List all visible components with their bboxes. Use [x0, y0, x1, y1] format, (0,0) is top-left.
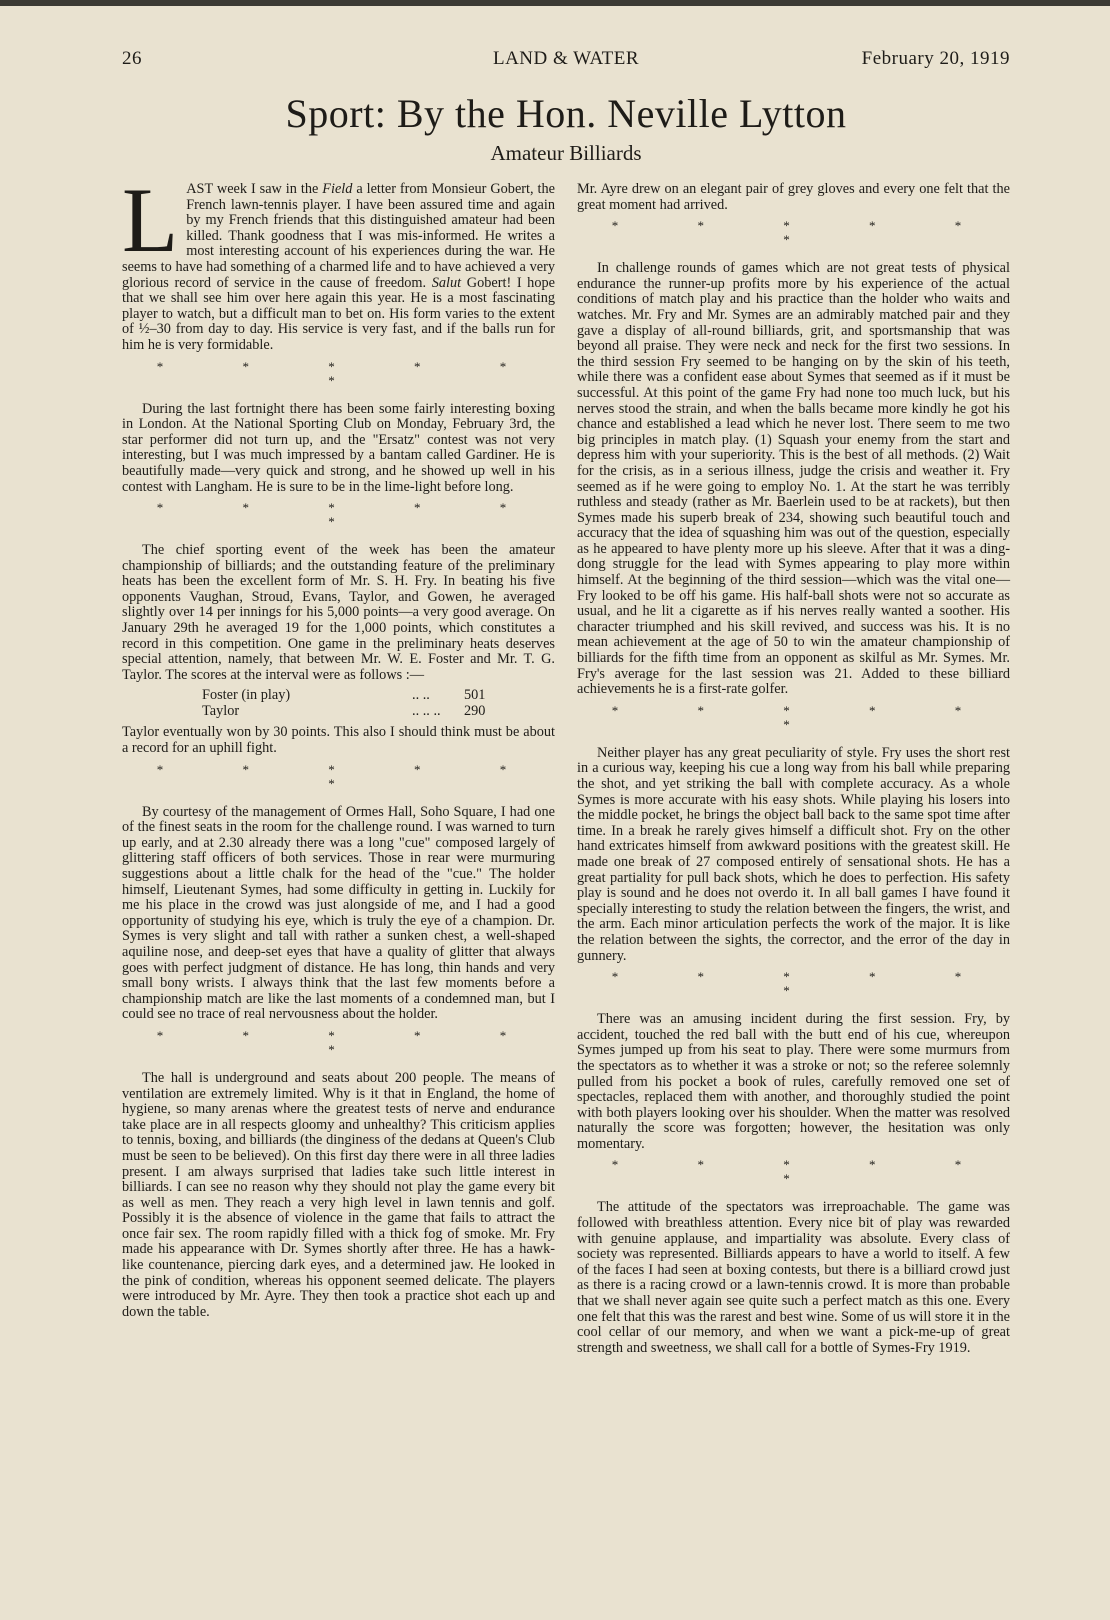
paragraph-9: Neither player has any great peculiarity of style. Fry uses the short rest in a curious way, keeping his cue a long way from his ball while preparing the shot, and yet striking the ball with complete accuracy. As a whole Symes is more accurate with his easy shots. While playing his losers into the middle pocket, he brings the object ball back to the same spot time after time. In a break he rarely gives himself a difficult shot. Fry on the other hand extricates himself from awkward positions with the greatest skill. He made one break of 27 composed entirely of sensational shots. He has a great partiality for pull back shots, which he does to perfection. His safety play is sound and he does not overdo it. In all ball games I have found it specially interesting to study the relation between the fingers, the wrist, and the arm. Each minor articulation perfects the work of the major. It is like the relation between the sights, the corrector, and the error of the day in gunnery.	[577, 744, 1010, 964]
player-name: Foster (in play)	[202, 687, 291, 704]
paragraph-6: The hall is underground and seats about 200 people. The means of ventilation are extremely limited. Why is it that in England, the home of hygiene, so many arenas where the greatest tests of nerve and endurance take place are in all respects gloomy and unhealthy? This criticism applies to tennis, boxing, and billiards (the dinginess of the dedans at Queen's Club must be seen to be believed). On this first day there were in all three ladies present. I am always surprised that ladies take such little interest in billiards. I can see no reason why they should not play the game every bit as well as men. They reach a very high level in lawn tennis and golf. Possibly it is the absence of violence in the game that fails to attract the once fair sex. The room rapidly filled with a thick fog of smoke. Mr. Fry made his appearance with Dr. Symes shortly after three. He has a hawk-like countenance, piercing dark eyes, and a determined jaw. He looked in the pink of condition, whereas his opponent seemed delicate. The players were introduced by Mr. Ayre. They then took a practice shot each up and down the table.	[122, 1069, 555, 1320]
section-divider: * * * * * *	[611, 1157, 1000, 1187]
italic-run: Salut	[431, 274, 462, 291]
paragraph-7: Mr. Ayre drew on an elegant pair of grey gloves and every one felt that the great moment had arrived.	[577, 181, 1010, 213]
paragraph-2: During the last fortnight there has been some fairly interesting boxing in London. At the National Sporting Club on Monday, February 3rd, the star performer did not turn up, and the "Ersatz" contest was not very interesting, but I was much impressed by a bantam called Gardiner. He is beautifully made—very quick and strong, and he showed up well in his contest with Langham. He is sure to be in the lime-light before long.	[122, 400, 555, 495]
section-divider: * * * * * *	[611, 702, 1000, 732]
article-title: Sport: By the Hon. Neville Lytton	[285, 91, 847, 136]
section-divider: * * * * * *	[156, 761, 545, 791]
paragraph-8: In challenge rounds of games which are not great tests of physical endurance the runner-up profits more by his experience of the actual conditions of match play and his practice than the holder who waits and watches. Mr. Fry and Mr. Symes are an admirably matched pair and they gave a display of all-round billiards, grit, and sportsmanship that was beyond all praise. They were neck and neck for the first two sessions. In the third session Fry seemed to be hanging on by the skin of his teeth, while there was a confident ease about Symes that seemed as if it must be successful. At this point of the game Fry had none too much luck, but his nerves stood the strain, and when the balls became more kindly he got his chance and established a lead which he never lost. There seem to me two big principles in match play. (1) Squash your enemy from the start and depress him with your superiority. This is the best of all methods. (2) Wait for the crisis, as in a serious illness, judge the crisis and weather it. Fry seemed as if he were going to employ No. 1. At the start he was terribly ruthless and steady (rather as Mr. Baerlein used to be at rackets), but then Symes made his superb break of 234, showing such beautiful touch and accuracy that the idea of squashing him was out of the question, especially as he appeared to have plenty more up his sleeve. After that it was a ding-dong struggle for the lead with Symes appearing to play more within himself. At the beginning of the third session—which was the vital one—Fry looked to be off his game. His half-ball shots were not so accurate as usual, and he lit a cigarette as if his nerves really wanted a soother. His character triumphed and his skill revived, and success was his. It is no mean achievement at the age of 50 to win the amateur championship of billiards for the fifth time from an opponent as skilful as Mr. Symes. Mr. Fry's average for the last session was 21. Added to these billiard achievements he is a first-rate golfer.	[577, 260, 1010, 698]
text-run: Gobert! I hope that we shall see him over here again this year. He is a most fascinating player to watch, but a difficult man to bet on. His form varies to the extent of ½–30 from day to day. His service is very fast, and if the balls run for him he is very formidable.	[122, 274, 555, 353]
section-divider: * * * * * *	[156, 1027, 545, 1057]
right-column	[577, 182, 1010, 1360]
leader-dots: .. .. ..	[412, 703, 441, 720]
score-row	[202, 703, 555, 719]
article-subtitle: Amateur Billiards	[490, 141, 642, 165]
player-name: Taylor	[202, 703, 240, 720]
article-columns	[122, 169, 1010, 1360]
page-top-rule	[0, 0, 1110, 6]
paragraph-11: The attitude of the spectators was irreproachable. The game was followed with breathless attention. Every nice bit of play was rewarded with genuine applause, and impartiality was absolute. Every class of society was represented. Billiards appears to have a world to itself. A few of the faces I had seen at boxing contests, but there is a billiard crowd just as there is a racing crowd or a lawn-tennis crowd. It is more than probable that we shall never again see quite such a perfect match as this one. Every one felt that this was the rarest and best wine. Some of us will store it in the cool cellar of our memory, and when we want a pick-me-up of great strength and sweetness, we shall call for a bottle of Symes-Fry 1919.	[577, 1199, 1010, 1356]
score-value: 290	[464, 703, 486, 720]
section-divider: * * * * * *	[156, 500, 545, 530]
score-row	[202, 687, 555, 703]
left-column	[122, 169, 555, 1360]
running-header	[122, 44, 1010, 80]
paragraph-1	[122, 169, 555, 354]
section-divider: * * * * * *	[611, 969, 1000, 999]
leader-dots: .. ..	[412, 687, 430, 704]
paragraph-5: By courtesy of the management of Ormes Hall, Soho Square, I had one of the finest seats in the room for the challenge round. I was warned to turn up early, and at 2.30 already there was a long "cue" composed largely of glittering staff officers of both services. Those in rear were murmuring suggestions about a little chalk for the head of the "cue." The holder himself, Lieutenant Symes, had some difficulty in getting in. Luckily for me his place in the crowd was just alongside of me, and I had a good opportunity of studying his eye, which is truly the eye of a champion. Dr. Symes is very slight and tall with rather a sunken chest, a well-shaped aquiline nose, and deep-set eyes that have a quality of glitter that always goes with perfect judgment of distance. He has long, thin hands and very small bony wrists. I always think that the last few moments before a championship match are like the last moments of a condemned man, but I could see no trace of real nervousness about the holder.	[122, 803, 555, 1023]
publication-name: LAND & WATER	[492, 48, 640, 69]
text-run: a letter from Monsieur Gobert, the French lawn-tennis player. I have been assured time and again by my French friends that this distinguished amateur had been killed. Thank goodness that I was mis-informed. He writes a most interesting account of his experiences during the war. He seems to have had something of a charmed life and to have achieved a very glorious record of service in the cause of freedom.	[122, 181, 555, 291]
italic-run: Field	[322, 181, 353, 197]
score-table	[202, 687, 555, 719]
page-number: 26	[122, 48, 142, 69]
paragraph-4: Taylor eventually won by 30 points. This also I should think must be about a record for an uphill fight.	[122, 724, 555, 757]
magazine-page	[122, 44, 1010, 1604]
score-value: 501	[464, 687, 486, 704]
section-divider: * * * * * *	[611, 218, 1000, 248]
drop-cap: L	[122, 169, 179, 271]
text-run: AST week I saw in the	[186, 181, 323, 197]
section-divider: * * * * * *	[156, 358, 545, 388]
paragraph-10: There was an amusing incident during the first session. Fry, by accident, touched the red ball with the butt end of his cue, whereupon Symes jumped up from his seat to play. There were some murmurs from the spectators as to whether it was a stroke or not; so the referee solemnly pulled from his pocket a book of rules, carefully removed one set of spectacles, replaced them with another, and thoroughly studied the point with both players looking over his shoulder. When the matter was resolved naturally the score was forgotten; however, the hesitation was only momentary.	[577, 1011, 1010, 1152]
issue-date: February 20, 1919	[861, 48, 1010, 69]
paragraph-3: The chief sporting event of the week has been the amateur championship of billiards; and the outstanding feature of the preliminary heats has been the excellent form of Mr. S. H. Fry. In beating his five opponents Vaughan, Stroud, Evans, Taylor, and Gowen, he averaged slightly over 14 per innings for his 5,000 points—a very good average. On January 29th he averaged 19 for the 1,000 points, which constitutes a record in this competition. One game in the preliminary heats deserves special attention, namely, that between Mr. W. E. Foster and Mr. T. G. Taylor. The scores at the interval were as follows :—	[122, 542, 555, 683]
